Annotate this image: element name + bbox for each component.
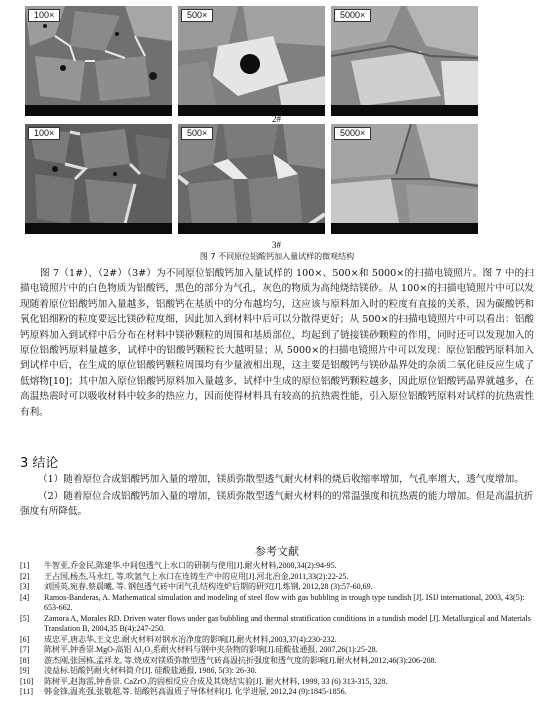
body-text: [20, 266, 534, 420]
magnification-label: 5000×: [334, 127, 371, 140]
section-heading-conclusion: 3 结论: [20, 456, 59, 471]
magnification-label: 100×: [28, 9, 60, 22]
reference-item: [7] 陈树平,钟香崇.MgO-高铝 Al₂O₃系耐火材料与钢中夹杂物的影响[J].硅酸盐通报, 2007,26(1):25-28.: [20, 645, 378, 654]
sem-image-3-500x: [178, 124, 325, 234]
sem-texture: [331, 6, 478, 116]
sem-image-3-100x: [25, 124, 172, 234]
magnification-label: 5000×: [334, 9, 371, 22]
sem-info-bar: [25, 105, 172, 116]
sample-label-3: 3#: [272, 240, 281, 250]
reference-item: [5] Zamora A, Morales RD. Driven water flows under gas bubbling and thermal stratification conditions in a tundish model [J]. Metallurgical and Materials Translation B, 2004,35 B(4):247-250.: [20, 613, 531, 633]
sample-label-2: 2#: [272, 114, 281, 124]
reference-item: [2] 王占国,杨杰,马永红, 等.吹氩气上水口在连铸生产中的应用[J].河北冶金,2011,33(2):22-25.: [20, 571, 349, 581]
reference-item: [11] 韩金锋,温兆强,张敬超,等. 铝酸钙高温质子导体材料[J]. 化学进展, 2012,24 (9):1845-1856.: [20, 687, 347, 696]
figure-row-3: [25, 124, 478, 234]
sem-texture: [178, 124, 325, 234]
conclusion-item: （2）随着原位合成铝酸钙加入量的增加，镁质弥散型透气耐火材料的的常温强度和抗热震的能力增加。但是高温抗折强度有所降低。: [20, 491, 534, 517]
sem-texture: [178, 6, 325, 116]
figure-caption: 图 7 不同原位铝酸钙加入量试样的微观结构: [199, 252, 355, 261]
conclusion-item: （1）随着原位合成铝酸钙加入量的增加，镁质弥散型透气耐火材料的烧后收缩率增加，气孔率增大，透气度增加。: [38, 474, 524, 485]
sem-image-3-5000x: [331, 124, 478, 234]
magnification-label: 500×: [181, 127, 213, 140]
sem-info-bar: [331, 105, 478, 116]
reference-list: [20, 561, 540, 698]
sem-info-bar: [178, 223, 325, 234]
sem-texture: [25, 124, 172, 234]
figure-row-2: [25, 6, 478, 116]
sem-image-2-500x: [178, 6, 325, 116]
reference-item: [9] 凌益标.铝酸钙耐火材料简介[J]. 硅酸盐通报, 1986, 5(3): 26-30.: [20, 666, 257, 675]
sem-image-2-100x: [25, 6, 172, 116]
conclusion-list: [20, 472, 534, 521]
reference-item: [6] 成忠平,唐志华,王文忠.耐火材料对钢水冶净度的影响[J].耐火材料,2003,37(4):230-232.: [20, 634, 337, 644]
reference-item: [8] 游杰刚,张国栋,孟祥龙, 等.烧成对镁质弥散型透气砖高温抗折强度和透气度的影响[J].耐火材料,2012,46(3):206-208.: [20, 655, 437, 665]
reference-item: [1] 牛智亚,乔金民,陈建华.中间包透气上水口的研制与使用[J].耐火材料,2000,34(2):94-95.: [20, 561, 337, 570]
references-heading: 参考文献: [255, 545, 299, 558]
sem-image-2-5000x: [331, 6, 478, 116]
reference-item: [10] 陈树平,赵海雷,钟香崇. CaZrO₃的固相反应合成及其烧结实验[J]. 耐火材料, 1999, 33 (6) 313-315, 328.: [20, 676, 388, 686]
body-paragraph: 图 7（1#）、（2#）（3#）为不同原位铝酸钙加入量试样的 100×、500×和 5000×的扫描电镜照片。图 7 中的扫描电镜照片中的白色物质为铝酸钙，黑色的部分为气孔，灰色的物质为高纯烧结镁砂。从 100×的扫描电镜照片中可以发现随着原位铝酸钙加入量越多，铝酸钙在基质中的分布越均匀，这应该与原料加入时的粒度有直接的关系，因为碳酸钙和氧化铝细粉的粒度要远比镁砂粒度细，因此加入到材料中后可以分散得更好；从 500×的扫描电镜照片中可以看出：铝酸钙原料加入到试样中后分布在材料中镁砂颗粒的周围和基质部位，均起到了链接镁砂颗粒的作用，同时还可以发现加入的原位铝酸钙原料量越多，试样中的铝酸钙颗粒长大越明显；从 5000×的扫描电镜照片中可以发现：原位铝酸钙原料加入到试样中后，在生成的原位铝酸钙颗粒周围均有少量液相出现，这主要是铝酸钙与镁砂晶界处的杂质二氧化硅反应生成了低熔物[10]；其中加入原位铝酸钙原料加入量越多，试样中生成的原位铝酸钙颗粒越多，因此原位铝酸钙晶界就越多，在高温热震时可以吸收材料中较多的热应力，因而使得材料具有较高的抗热震性能，引入原位铝酸钙原料对试样的抗热震性有利。: [20, 268, 534, 418]
sem-info-bar: [178, 105, 325, 116]
magnification-label: 100×: [28, 127, 60, 140]
reference-item: [4] Ramos-Banderas, A. Mathematical simulation and modeling of steel flow with gas bubbling in trough type tundish [J]. ISIJ international, 2003, 43(5): 653-662.: [20, 592, 525, 612]
sem-texture: [331, 124, 478, 234]
reference-item: [3] 刘国英,宛春,蔡晨曦, 等. 钢包透气砖中闭气孔结构连炉后期的研究[J].炼钢, 2012,28 (3):57-60,69.: [20, 582, 373, 591]
sem-info-bar: [25, 223, 172, 234]
sem-info-bar: [331, 223, 478, 234]
magnification-label: 500×: [181, 9, 213, 22]
sem-texture: [25, 6, 172, 116]
